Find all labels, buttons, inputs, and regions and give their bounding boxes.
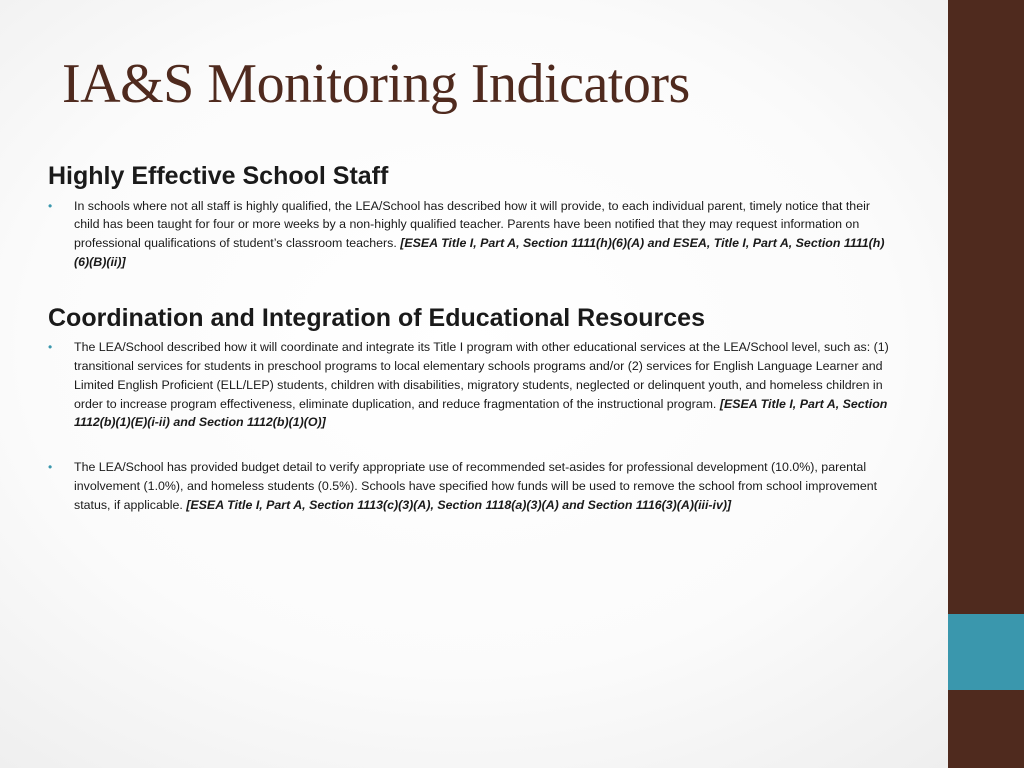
bullet-dot-icon: • <box>48 340 53 355</box>
bullet-text: In schools where not all staff is highly qualified, the LEA/School has described how it will provide, to each individual parent, timely notice that their child has been taught for four or more weeks by a non-highly qualified teacher. Parents have been notified that they may request information on professional qualifications of student’s classroom teachers. <box>74 198 870 251</box>
sidebar-accent-block <box>948 614 1024 690</box>
bullet-coordination <box>48 338 896 432</box>
bullet-staff-notice <box>48 197 896 272</box>
bullet-text: The LEA/School described how it will coordinate and integrate its Title I program with other educational services at the LEA/School level, such as: (1) transitional services for students in preschool programs to local elementary schools programs and/or (2) services for English Language Learner and Limited English Proficient (ELL/LEP) students, children with disabilities, migratory students, neglected or delinquent youth, and homeless children in order to increase program effectiveness, eliminate duplication, and reduce fragmentation of the instructional program. <box>74 340 889 411</box>
bullet-citation: [ESEA Title I, Part A, Section 1112(b)(1)(E)(i-ii) and Section 1112(b)(1)(O)] <box>74 396 888 430</box>
slide-title: IA&S Monitoring Indicators <box>62 53 690 115</box>
slide-content <box>48 160 896 515</box>
bullet-citation: [ESEA Title I, Part A, Section 1113(c)(3)(A), Section 1118(a)(3)(A) and Section 1116(3)(A)(iii-iv)] <box>186 497 732 512</box>
bullet-dot-icon: • <box>48 460 53 475</box>
bullet-budget-detail <box>48 458 896 514</box>
bullet-text: The LEA/School has provided budget detail to verify appropriate use of recommended set-asides for professional development (10.0%), parental involvement (1.0%), and homeless students (0.5%). Schools have specified how funds will be used to remove the school from school improvement status, if applicable. <box>74 460 878 512</box>
bullet-citation: [ESEA Title I, Part A, Section 1111(h)(6)(A) and ESEA, Title I, Part A, Section 1111(h)(6)(B)(ii)] <box>74 236 885 269</box>
section-heading-coordination: Coordination and Integration of Educational Resources <box>48 303 705 332</box>
section-heading-staff: Highly Effective School Staff <box>48 162 389 190</box>
bullet-dot-icon: • <box>48 198 53 213</box>
